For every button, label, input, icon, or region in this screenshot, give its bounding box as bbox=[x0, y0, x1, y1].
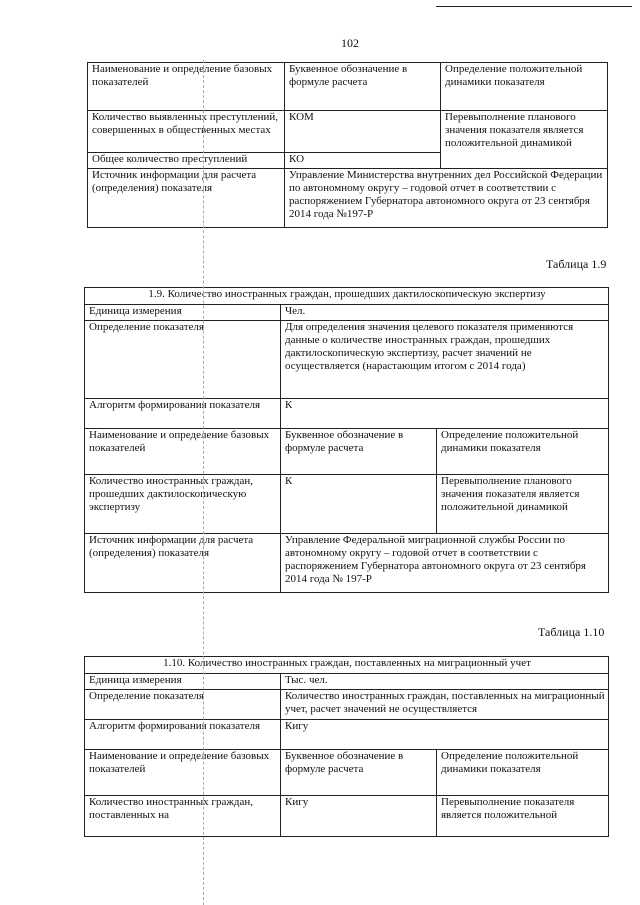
algorithm-label: Алгоритм формирования показателя bbox=[85, 399, 281, 429]
table-cell: Буквенное обозначение в формуле расчета bbox=[281, 429, 437, 475]
table-row bbox=[85, 475, 609, 534]
table-row bbox=[85, 657, 609, 674]
source-value: Управление Министерства внутренних дел Российской Федерации по автономному округу – годовой отчет в соответствии с распоряжением Губернатора автономного округа от 23 сентября 2014 года №197-Р bbox=[285, 169, 608, 228]
table-row bbox=[85, 674, 609, 690]
caption-1-9: Таблица 1.9 bbox=[546, 257, 607, 271]
table-row bbox=[85, 288, 609, 305]
table-cell: Наименование и определение базовых показателей bbox=[85, 429, 281, 475]
algorithm-value: К bbox=[281, 399, 609, 429]
table-cell: Определение положительной динамики показателя bbox=[437, 429, 609, 475]
table-cell: КОМ bbox=[285, 111, 441, 153]
table-row bbox=[85, 690, 609, 720]
table-title: 1.9. Количество иностранных граждан, прошедших дактилоскопическую экспертизу bbox=[85, 288, 609, 305]
page-number: 102 bbox=[341, 36, 359, 50]
algorithm-value: Кигу bbox=[281, 720, 609, 750]
table-cell: Буквенное обозначение в формуле расчета bbox=[281, 750, 437, 796]
definition-value: Для определения значения целевого показателя применяются данные о количестве иностранных граждан, прошедших дактилоскопическую экспертизу, расчет значений не осуществляется (нарастающим итогом с 2014 года) bbox=[281, 321, 609, 399]
table-row bbox=[85, 429, 609, 475]
table-row bbox=[85, 796, 609, 837]
table-cell: Буквенное обозначение в формуле расчета bbox=[285, 63, 441, 111]
table-row bbox=[88, 111, 608, 153]
table-cell: Общее количество преступлений bbox=[88, 153, 285, 169]
definition-label: Определение показателя bbox=[85, 690, 281, 720]
table-cell: Количество иностранных граждан, поставленных на bbox=[85, 796, 281, 837]
table-cell: Определение положительной динамики показателя bbox=[441, 63, 608, 111]
table-cell: КО bbox=[285, 153, 441, 169]
table-cell: Количество выявленных преступлений, совершенных в общественных местах bbox=[88, 111, 285, 153]
table-row bbox=[85, 399, 609, 429]
table-cell: Определение положительной динамики показателя bbox=[437, 750, 609, 796]
table-cell: Перевыполнение планового значения показателя является положительной динамикой bbox=[441, 111, 608, 169]
source-label: Источник информации для расчета (определения) показателя bbox=[88, 169, 285, 228]
definition-label: Определение показателя bbox=[85, 321, 281, 399]
source-value: Управление Федеральной миграционной службы России по автономному округу – годовой отчет в соответствии с распоряжением Губернатора автономного округа от 23 сентября 2014 года № 197-Р bbox=[281, 534, 609, 593]
table-cell: Наименование и определение базовых показателей bbox=[88, 63, 285, 111]
table-1-9 bbox=[84, 287, 609, 593]
table-1-10 bbox=[84, 656, 609, 837]
caption-1-10: Таблица 1.10 bbox=[538, 625, 605, 639]
table-cell: Наименование и определение базовых показателей bbox=[85, 750, 281, 796]
source-label: Источник информации для расчета (определения) показателя bbox=[85, 534, 281, 593]
table-row bbox=[85, 720, 609, 750]
unit-label: Единица измерения bbox=[85, 674, 281, 690]
fold-line bbox=[203, 60, 204, 905]
unit-label: Единица измерения bbox=[85, 305, 281, 321]
table-row bbox=[85, 305, 609, 321]
table-row bbox=[85, 750, 609, 796]
unit-value: Чел. bbox=[281, 305, 609, 321]
table-row bbox=[88, 63, 608, 111]
table-cell: Перевыполнение планового значения показателя является положительной динамикой bbox=[437, 475, 609, 534]
table-title: 1.10. Количество иностранных граждан, поставленных на миграционный учет bbox=[85, 657, 609, 674]
table-cell: Количество иностранных граждан, прошедших дактилоскопическую экспертизу bbox=[85, 475, 281, 534]
table-cell: Перевыполнение показателя является положительной bbox=[437, 796, 609, 837]
table-cell: К bbox=[281, 475, 437, 534]
unit-value: Тыс. чел. bbox=[281, 674, 609, 690]
table-cell: Кигу bbox=[281, 796, 437, 837]
table-row bbox=[88, 169, 608, 228]
table-top bbox=[87, 62, 608, 228]
top-edge-mark bbox=[436, 0, 632, 7]
definition-value: Количество иностранных граждан, поставленных на миграционный учет, расчет значений не осуществляется bbox=[281, 690, 609, 720]
table-row bbox=[85, 321, 609, 399]
table-row bbox=[85, 534, 609, 593]
algorithm-label: Алгоритм формирования показателя bbox=[85, 720, 281, 750]
